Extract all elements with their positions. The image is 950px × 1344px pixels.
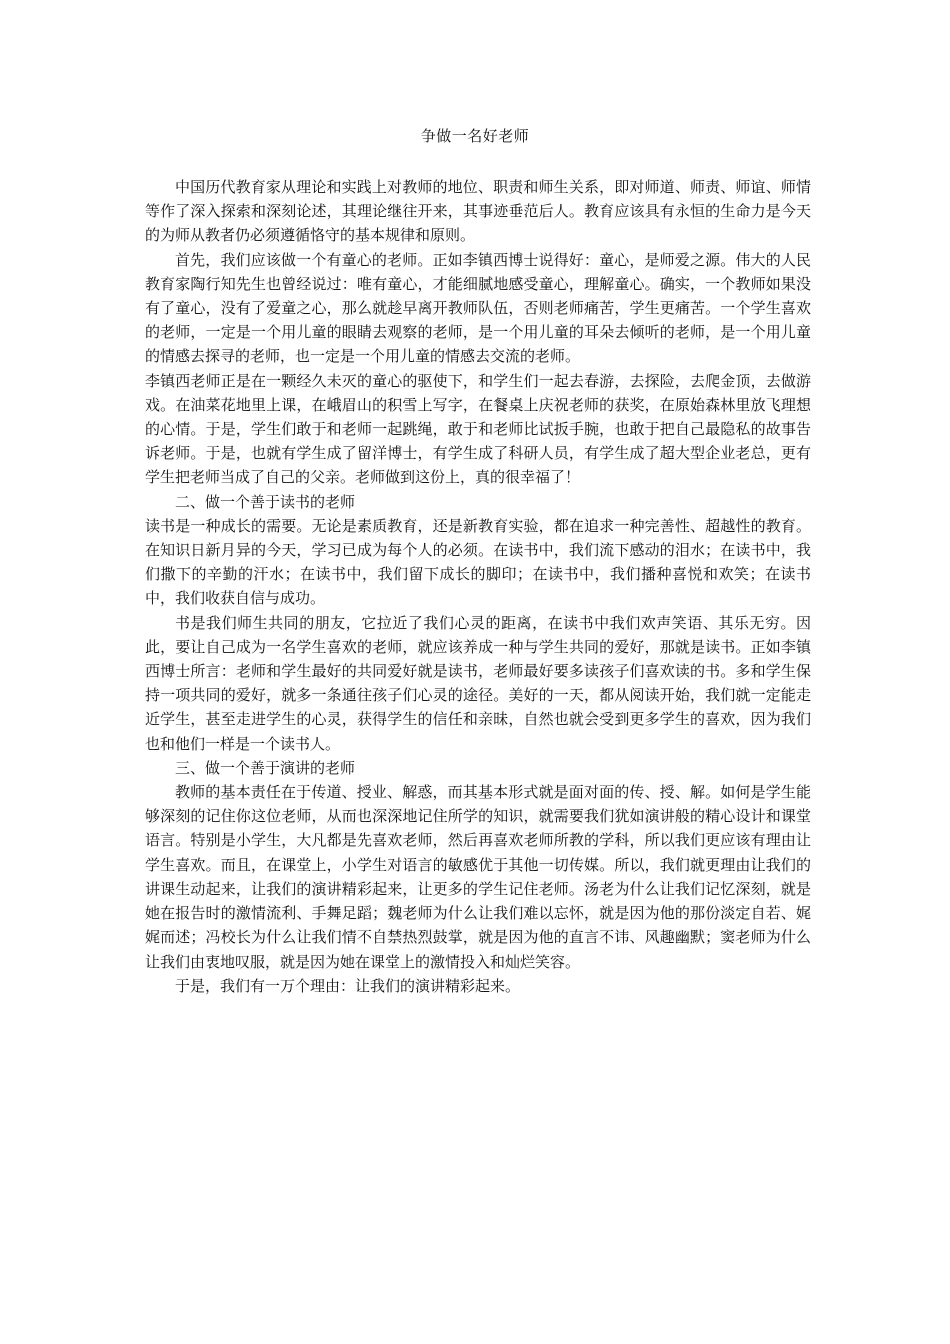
section-heading-speaking: 三、做一个善于演讲的老师 [175,758,356,777]
paragraph-intro: 中国历代教育家从理论和实践上对教师的地位、职责和师生关系，即对师道、师责、师谊、师情等作了深入探索和深刻论述，其理论继往开来，其事迹垂范后人。教育应该具有永恒的生命力是今天的为师从教者仍必须遵循恪守的基本规律和原则。 [145,178,811,245]
paragraph-teacher-speaking: 教师的基本责任在于传道、授业、解惑，而其基本形式就是面对面的传、授、解。如何是学生能够深刻的记住你这位老师，从而也深深地记住所学的知识，就需要我们犹如演讲般的精心设计和课堂语言。特别是小学生，大凡都是先喜欢老师，然后再喜欢老师所教的学科，所以我们更应该有理由让学生喜欢。而且，在课堂上，小学生对语言的敏感优于其他一切传媒。所以，我们就更理由让我们的讲课生动起来，让我们的演讲精彩起来，让更多的学生记住老师。汤老为什么让我们记忆深刻，就是她在报告时的激情流利、手舞足蹈；魏老师为什么让我们难以忘怀，就是因为他的那份淡定自若、娓娓而述；冯校长为什么让我们情不自禁热烈鼓掌，就是因为他的直言不讳、风趣幽默；窦老师为什么让我们由衷地叹服，就是因为她在课堂上的激情投入和灿烂笑容。 [145,783,811,971]
paragraph-li-zhenxi-story: 李镇西老师正是在一颗经久未灭的童心的驱使下，和学生们一起去春游，去探险，去爬金顶，去做游戏。在油菜花地里上课，在峨眉山的积雪上写字，在餐桌上庆祝老师的获奖，在原始森林里放飞理想的心情。于是，学生们敢于和老师一起跳绳，敢于和老师比试扳手腕，也敢于把自己最隐私的故事告诉老师。于是，也就有学生成了留洋博士，有学生成了科研人员，有学生成了超大型企业老总，更有学生把老师当成了自己的父亲。老师做到这份上，真的很幸福了！ [145,371,811,487]
section-heading-reading: 二、做一个善于读书的老师 [175,492,356,511]
document-title: 争做一名好老师 [420,127,530,145]
paragraph-books-friends: 书是我们师生共同的朋友，它拉近了我们心灵的距离，在读书中我们欢声笑语、其乐无穷。因此，要让自己成为一名学生喜欢的老师，就应该养成一种与学生共同的爱好，那就是读书。正如李镇西博士所言：老师和学生最好的共同爱好就是读书，老师最好要多读孩子们喜欢读的书。多和学生保持一项共同的爱好，就多一条通往孩子们心灵的途径。美好的一天，都从阅读开始，我们就一定能走近学生，甚至走进学生的心灵，获得学生的信任和亲昧，自然也就会受到更多学生的喜欢，因为我们也和他们一样是一个读书人。 [145,613,811,753]
paragraph-conclusion: 于是，我们有一万个理由：让我们的演讲精彩起来。 [175,976,521,995]
document-body [145,175,811,998]
paragraph-reading-growth: 读书是一种成长的需要。无论是素质教育，还是新教育实验，都在追求一种完善性、超越性的教育。在知识日新月异的今天，学习已成为每个人的必须。在读书中，我们流下感动的泪水；在读书中，我们撒下的辛勤的汗水；在读书中，我们留下成长的脚印；在读书中，我们播种喜悦和欢笑；在读书中，我们收获自信与成功。 [145,516,811,608]
paragraph-childlike-heart: 首先，我们应该做一个有童心的老师。正如李镇西博士说得好：童心，是师爱之源。伟大的人民教育家陶行知先生也曾经说过：唯有童心，才能细腻地感受童心，理解童心。确实，一个教师如果没有了童心，没有了爱童之心，那么就趁早离开教师队伍，否则老师痛苦，学生更痛苦。一个学生喜欢的老师，一定是一个用儿童的眼睛去观察的老师，是一个用儿童的耳朵去倾听的老师，是一个用儿童的情感去探寻的老师，也一定是一个用儿童的情感去交流的老师。 [145,250,811,366]
